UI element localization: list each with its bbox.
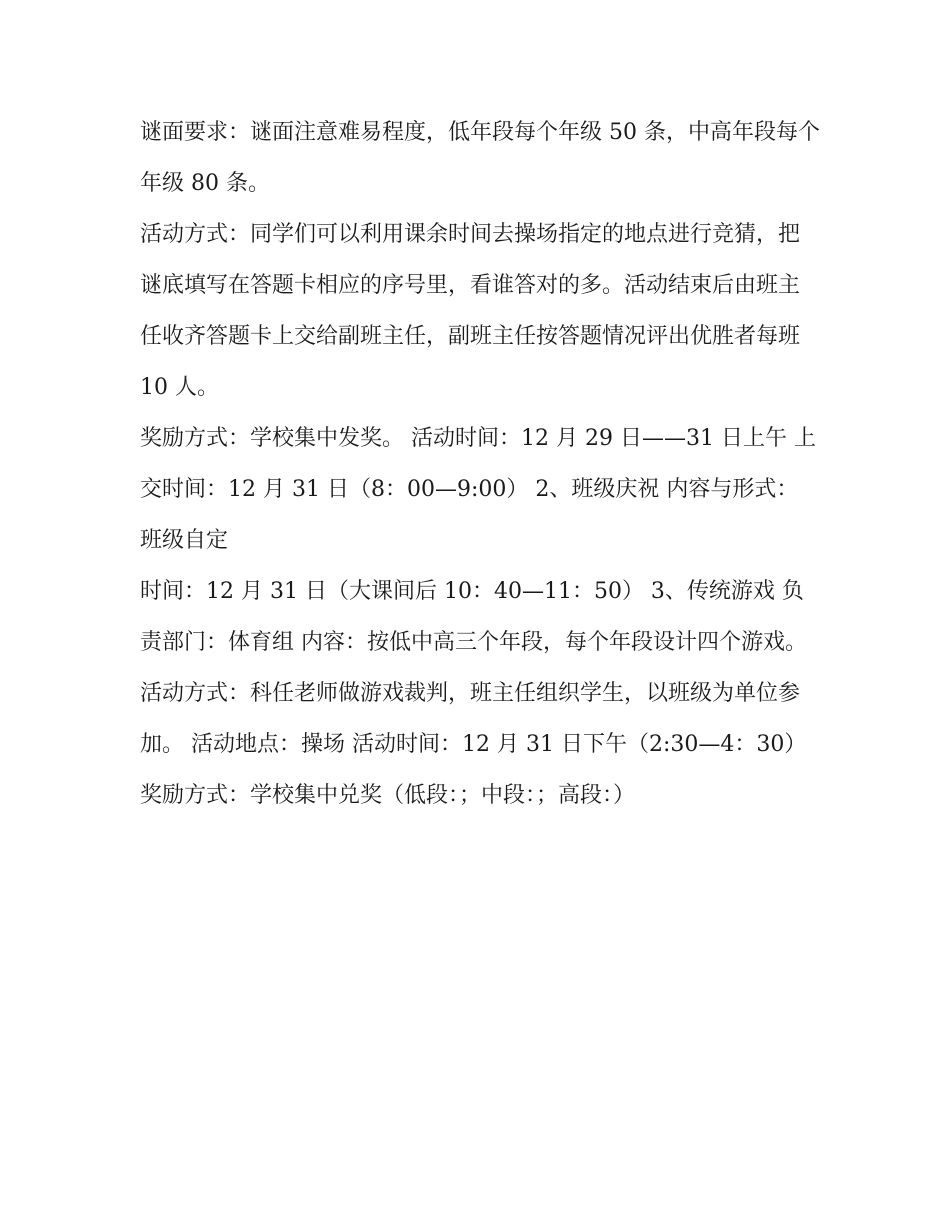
document-body (140, 107, 820, 821)
paragraph-traditional-games: 时间：12 月 31 日（大课间后 10：40—11：50） 3、传统游戏 负责部门：体育组 内容：按低中高三个年段，每个年段设计四个游戏。 (140, 579, 807, 655)
paragraph-riddle-requirements: 谜面要求：谜面注意难易程度，低年段每个年级 50 条，中高年段每个年级 80 条。 (140, 120, 820, 196)
paragraph-game-rewards: 奖励方式：学校集中兑奖（低段：；中段：；高段：） (140, 783, 636, 808)
paragraph-activity-method: 活动方式：同学们可以利用课余时间去操场指定的地点进行竞猜，把谜底填写在答题卡相应的序号里，看谁答对的多。活动结束后由班主任收齐答题卡上交给副班主任，副班主任按答题情况评出优胜者每班 10 人。 (140, 222, 801, 400)
paragraph-reward-and-class-celebration: 奖励方式：学校集中发奖。 活动时间：12 月 29 日——31 日上午 上交时间：12 月 31 日（8：00—9:00） 2、班级庆祝 内容与形式：班级自定 (140, 426, 816, 553)
paragraph-game-activity-method: 活动方式：科任老师做游戏裁判，班主任组织学生，以班级为单位参加。 活动地点：操场 活动时间：12 月 31 日下午（2:30—4：30） (140, 681, 807, 757)
